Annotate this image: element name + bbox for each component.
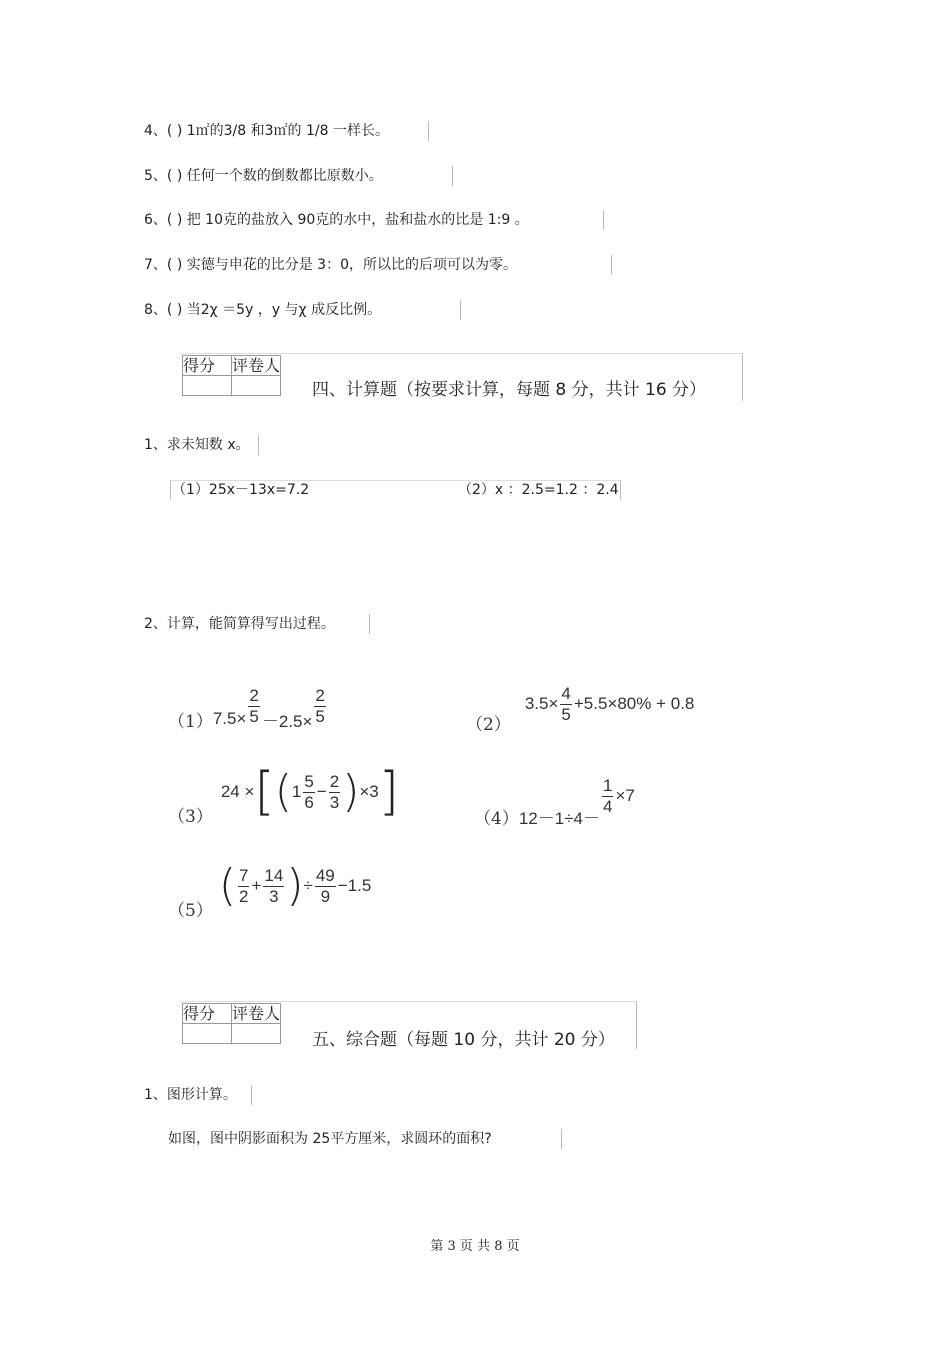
section-rule (180, 1001, 637, 1002)
problem-label: （4） (474, 808, 519, 829)
math-term: −1.5 (337, 876, 372, 895)
question-text: 如图，图中阴影面积为 25平方厘米，求圆环的面积? (168, 1131, 492, 1147)
numerator: 2 (315, 685, 325, 705)
section-title: 五、综合题（每题 10 分，共计 20 分） (312, 1030, 615, 1050)
denominator: 6 (304, 792, 314, 812)
numerator: 5 (304, 771, 314, 791)
equation: （2）x ：2.5=1.2 ：2.4 (458, 482, 619, 498)
equation: （1）25x－13x=7.2 (172, 482, 310, 498)
denominator: 9 (320, 886, 331, 906)
math-problem-2 (466, 664, 694, 744)
fraction (560, 684, 571, 725)
judgement-item: 7、( ) 实德与申花的比分是 3：0，所以比的后项可以为零。 (144, 257, 517, 273)
math-term: －2.5× (261, 711, 313, 731)
numerator: 2 (329, 771, 340, 791)
denominator: 3 (269, 886, 279, 906)
question-text: 1、求未知数 x。 (144, 437, 250, 453)
judgement-item: 5、( ) 任何一个数的倒数都比原数小。 (144, 168, 383, 184)
operator: + (251, 876, 262, 895)
numerator: 14 (264, 865, 284, 885)
operator: ÷ (303, 876, 313, 895)
paren-close: ) (342, 766, 360, 817)
numerator: 49 (315, 865, 335, 885)
divider (452, 166, 453, 186)
fraction (248, 686, 259, 727)
fraction (238, 866, 249, 907)
divider (170, 480, 171, 500)
divider (369, 614, 370, 634)
fraction (602, 776, 613, 817)
operator: − (316, 782, 327, 801)
math-term: +5.5×80% + 0.8 (573, 694, 695, 713)
problem-label: （5） (168, 900, 213, 921)
score-box (182, 355, 281, 396)
score-label: 得分 (183, 356, 232, 376)
divider (603, 210, 604, 230)
problem-label: （3） (168, 806, 213, 827)
numerator: 1 (602, 775, 613, 795)
math-term: 7.5× (212, 709, 247, 728)
math-problem-5 (168, 858, 372, 921)
fraction (329, 772, 340, 813)
divider (620, 480, 621, 500)
bracket-open: [ (254, 762, 275, 822)
score-box (182, 1003, 281, 1044)
problem-label: （1） (168, 711, 213, 732)
math-term: 12－1÷4－ (518, 808, 600, 828)
paren-open: ( (274, 766, 292, 817)
math-problem-1 (168, 666, 328, 746)
judgement-item: 4、( ) 1㎡的3/8 和3㎡的 1/8 一样长。 (144, 123, 389, 139)
math-term: 3.5× (524, 694, 559, 713)
math-problem-4 (474, 768, 635, 829)
numerator: 2 (249, 685, 259, 705)
fraction (314, 686, 325, 727)
grader-cell (232, 1024, 281, 1044)
fraction (263, 866, 284, 907)
question-text: 1、图形计算。 (144, 1087, 237, 1103)
math-term: ×7 (615, 786, 635, 805)
question-text: 2、计算，能简算得写出过程。 (144, 616, 335, 632)
judgement-item: 8、( ) 当2χ ＝5y ，y 与χ 成反比例。 (144, 302, 382, 318)
grader-label: 评卷人 (232, 356, 281, 375)
denominator: 5 (315, 706, 325, 726)
score-label: 得分 (183, 1004, 232, 1024)
divider (460, 300, 461, 320)
divider (742, 353, 743, 401)
mixed-whole: 1 (291, 782, 302, 801)
numerator: 4 (561, 683, 571, 703)
grader-label: 评卷人 (232, 1004, 281, 1023)
math-problem-3 (168, 760, 400, 827)
denominator: 3 (329, 792, 340, 812)
paren-open: ( (218, 860, 236, 911)
page-footer: 第 3 页 共 8 页 (430, 1239, 520, 1254)
denominator: 2 (239, 886, 249, 906)
paren-close: ) (286, 860, 304, 911)
divider (636, 1001, 637, 1049)
section-rule (180, 353, 743, 354)
score-cell (183, 1024, 232, 1044)
numerator: 7 (239, 865, 249, 885)
divider (428, 121, 429, 141)
problem-label: （2） (466, 714, 511, 735)
divider (611, 255, 612, 275)
bracket-close: ] (378, 762, 400, 822)
section-title: 四、计算题（按要求计算，每题 8 分，共计 16 分） (312, 380, 707, 400)
judgement-item: 6、( ) 把 10克的盐放入 90克的水中，盐和盐水的比是 1:9 。 (144, 212, 529, 228)
divider (251, 1085, 252, 1105)
fraction (315, 866, 336, 907)
divider (258, 435, 259, 455)
denominator: 4 (602, 796, 613, 816)
score-cell (183, 376, 232, 396)
denominator: 5 (561, 704, 571, 724)
grader-cell (232, 376, 281, 396)
math-term: ×3 (359, 782, 379, 801)
math-term: 24 × (220, 782, 255, 801)
divider (561, 1129, 562, 1149)
denominator: 5 (249, 706, 259, 726)
fraction (303, 772, 314, 813)
